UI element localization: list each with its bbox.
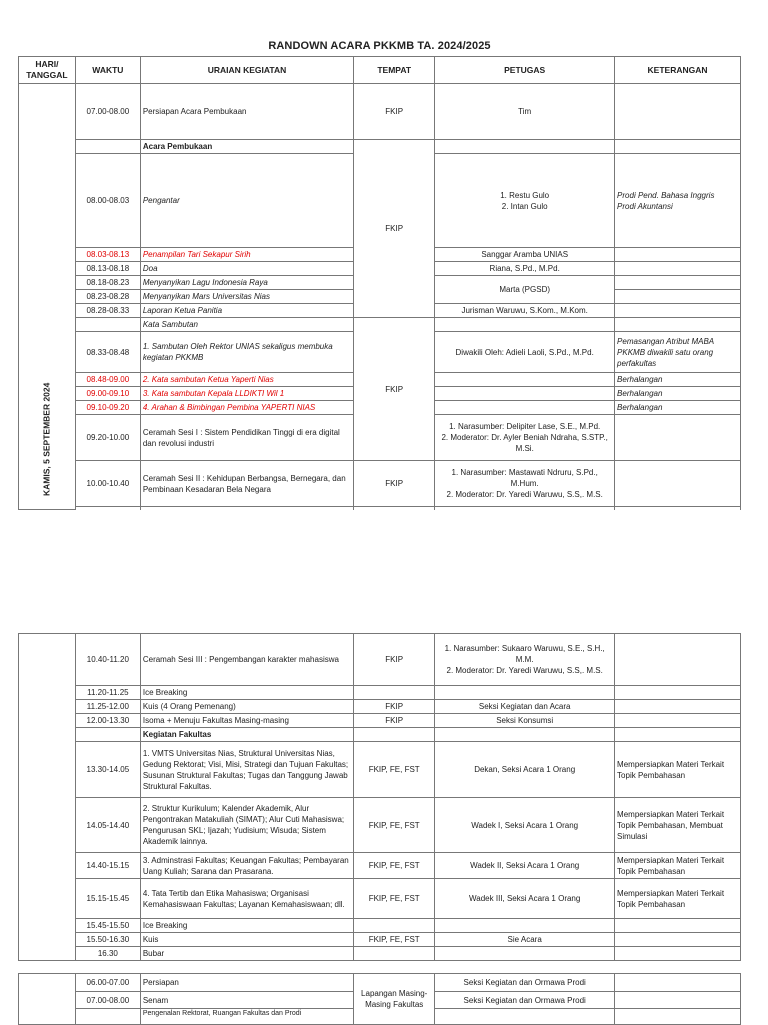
officer-line: 1. Narasumber: Mastawati Ndruru, S.Pd., M.Hum.	[451, 468, 598, 488]
header-time: WAKTU	[75, 57, 140, 84]
note-cell	[615, 304, 741, 318]
activity-cell: Ice Breaking	[140, 686, 353, 700]
note-cell: Mempersiapkan Materi Terkait Topik Pembahasan, Membuat Simulasi	[615, 798, 741, 853]
officer-cell	[435, 461, 615, 507]
officer-line: 1. Restu Gulo	[500, 190, 550, 200]
place-cell: FKIP	[354, 714, 435, 728]
officer-cell	[435, 415, 615, 461]
place-cell: Lapangan Masing-Masing Fakultas	[354, 974, 435, 1025]
note-cell: Berhalangan	[615, 373, 741, 387]
header-row	[19, 57, 741, 84]
officer-cell: Diwakili Oleh: Adieli Laoli, S.Pd., M.Pd.	[435, 332, 615, 373]
note-cell	[615, 318, 741, 332]
day-cell	[19, 974, 76, 1025]
note-cell	[615, 634, 741, 686]
officer-cell: Wadek I, Seksi Acara 1 Orang	[435, 798, 615, 853]
note-cell: Pemasangan Atribut MABA PKKMB diwakili satu orang perfakultas	[615, 332, 741, 373]
activity-cell: Senam	[140, 992, 353, 1009]
time-cell: 15.45-15.50	[75, 919, 140, 933]
header-note: KETERANGAN	[615, 57, 741, 84]
time-cell: 11.20-11.25	[75, 686, 140, 700]
time-cell: 08.48-09.00	[75, 373, 140, 387]
divider-row	[19, 961, 741, 974]
officer-cell	[435, 686, 615, 700]
header-day: HARI/ TANGGAL	[19, 57, 76, 84]
note-cell	[615, 919, 741, 933]
table-row	[19, 798, 741, 853]
activity-cell: Persiapan Acara Pembukaan	[140, 84, 353, 140]
time-cell: 13.30-14.05	[75, 742, 140, 798]
officer-cell: Dekan, Seksi Acara 1 Orang	[435, 742, 615, 798]
place-cell: FKIP, FE, FST	[354, 879, 435, 919]
note-cell	[615, 947, 741, 961]
activity-cell: Menyanyikan Mars Universitas Nias	[140, 290, 353, 304]
time-cell: 10.40-11.20	[75, 634, 140, 686]
note-cell	[615, 992, 741, 1009]
note-cell	[615, 714, 741, 728]
table-row	[19, 853, 741, 879]
note-cell	[615, 140, 741, 154]
officer-cell: Marta (PGSD)	[435, 276, 615, 304]
activity-cell: Isoma + Menuju Fakultas Masing-masing	[140, 714, 353, 728]
time-cell: 08.18-08.23	[75, 276, 140, 290]
officer-cell	[435, 154, 615, 248]
officer-cell: Sie Acara	[435, 933, 615, 947]
place-cell: FKIP, FE, FST	[354, 742, 435, 798]
officer-line: 1. Narasumber: Sukaaro Waruwu, S.E., S.H., M.M.	[444, 644, 605, 664]
activity-cell: Pengantar	[140, 154, 353, 248]
place-cell: FKIP	[354, 700, 435, 714]
time-cell: 08.03-08.13	[75, 248, 140, 262]
note-cell	[615, 461, 741, 507]
note-line: Prodi Akuntansi	[617, 201, 673, 211]
activity-cell: Menyanyikan Lagu Indonesia Raya	[140, 276, 353, 290]
officer-cell: Jurisman Waruwu, S.Kom., M.Kom.	[435, 304, 615, 318]
officer-line: 2. Moderator: Dr. Yaredi Waruwu, S.S,. M.S.	[446, 490, 603, 499]
document-title: RANDOWN ACARA PKKMB TA. 2024/2025	[268, 40, 491, 52]
place-cell	[354, 728, 435, 742]
table-row	[19, 728, 741, 742]
place-cell: FKIP, FE, FST	[354, 933, 435, 947]
table-row	[19, 507, 741, 510]
officer-cell	[435, 401, 615, 415]
schedule-table-page-2	[18, 633, 741, 1025]
note-cell	[615, 248, 741, 262]
table-row	[19, 700, 741, 714]
note-cell	[615, 686, 741, 700]
time-cell: 09.10-09.20	[75, 401, 140, 415]
officer-cell: Tim	[435, 84, 615, 140]
officer-cell: Riana, S.Pd., M.Pd.	[435, 262, 615, 276]
schedule-table-page-1	[18, 56, 741, 510]
place-cell: FKIP, FE, FST	[354, 853, 435, 879]
officer-cell	[435, 373, 615, 387]
table-row	[19, 879, 741, 919]
officer-cell	[435, 634, 615, 686]
activity-cell: Ceramah Sesi II : Kehidupan Berbangsa, Bernegara, dan Pembinaan Kesadaran Bela Negara	[140, 461, 353, 507]
activity-cell: Kuis	[140, 933, 353, 947]
time-cell: 10.00-10.40	[75, 461, 140, 507]
time-cell: 09.00-09.10	[75, 387, 140, 401]
officer-cell: Wadek III, Seksi Acara 1 Orang	[435, 879, 615, 919]
time-cell: 08.28-08.33	[75, 304, 140, 318]
note-cell: Mempersiapkan Materi Terkait Topik Pembahasan	[615, 853, 741, 879]
time-cell: 12.00-13.30	[75, 714, 140, 728]
table-row	[19, 974, 741, 992]
note-line: Prodi Pend. Bahasa Inggris	[617, 190, 715, 200]
note-cell	[615, 415, 741, 461]
activity-cell: 2. Kata sambutan Ketua Yaperti Nias	[140, 373, 353, 387]
time-cell: 08.23-08.28	[75, 290, 140, 304]
time-cell	[75, 140, 140, 154]
officer-cell	[435, 387, 615, 401]
place-cell: FKIP	[354, 140, 435, 318]
time-cell: 07.00-08.00	[75, 84, 140, 140]
place-cell: FKIP	[354, 461, 435, 507]
table-row	[19, 634, 741, 686]
time-cell: 09.20-10.00	[75, 415, 140, 461]
officer-cell: Wadek II, Seksi Acara 1 Orang	[435, 853, 615, 879]
note-cell	[615, 700, 741, 714]
time-cell: 08.13-08.18	[75, 262, 140, 276]
note-cell	[615, 728, 741, 742]
activity-cell: Doa	[140, 262, 353, 276]
table-row	[19, 318, 741, 332]
officer-cell: Sanggar Aramba UNIAS	[435, 248, 615, 262]
place-cell: FKIP	[354, 84, 435, 140]
note-cell: Mempersiapkan Materi Terkait Topik Pembahasan	[615, 879, 741, 919]
section-heading: Acara Pembukaan	[140, 140, 353, 154]
note-cell	[615, 276, 741, 290]
section-heading: Kata Sambutan	[140, 318, 353, 332]
table-row	[19, 140, 741, 154]
activity-cell: Laporan Ketua Panitia	[140, 304, 353, 318]
table-row	[19, 686, 741, 700]
place-cell	[354, 947, 435, 961]
officer-line: 1. Narasumber: Delipiter Lase, S.E., M.Pd.	[449, 422, 601, 431]
activity-cell: Ceramah Sesi III : Pengembangan karakter mahasiswa	[140, 634, 353, 686]
officer-line: 2. Intan Gulo	[501, 201, 548, 211]
note-cell: Berhalangan	[615, 387, 741, 401]
officer-line: 2. Moderator: Dr. Yaredi Waruwu, S.S,. M.S.	[446, 666, 603, 675]
activity-cell: Ice Breaking	[140, 919, 353, 933]
time-cell: 15.15-15.45	[75, 879, 140, 919]
note-cell	[615, 1009, 741, 1025]
time-cell: 08.33-08.48	[75, 332, 140, 373]
header-officer: PETUGAS	[435, 57, 615, 84]
day-label: KAMIS, 5 SEPTEMBER 2024	[41, 382, 52, 496]
place-cell: FKIP	[354, 318, 435, 461]
note-cell	[615, 262, 741, 276]
time-cell: 14.05-14.40	[75, 798, 140, 853]
table-row	[19, 919, 741, 933]
note-cell	[615, 84, 741, 140]
time-cell: 11.25-12.00	[75, 700, 140, 714]
place-cell: FKIP, FE, FST	[354, 798, 435, 853]
note-cell: Mempersiapkan Materi Terkait Topik Pembahasan	[615, 742, 741, 798]
place-cell	[354, 686, 435, 700]
note-cell: Berhalangan	[615, 401, 741, 415]
activity-cell: 4. Arahan & Bimbingan Pembina YAPERTI NIAS	[140, 401, 353, 415]
officer-cell	[435, 318, 615, 332]
time-cell: 07.00-08.00	[75, 992, 140, 1009]
table-row	[19, 84, 741, 140]
activity-cell: 2. Struktur Kurikulum; Kalender Akademik, Alur Pengontrakan Matakuliah (SIMAT); Alur Cuti Mahasiswa; Pengurusan SKL; Ijazah; Yudisium; Wisuda; Sistem Akademik lainnya.	[140, 798, 353, 853]
time-cell: 06.00-07.00	[75, 974, 140, 992]
note-cell	[615, 290, 741, 304]
officer-cell	[435, 728, 615, 742]
note-cell	[615, 933, 741, 947]
table-row	[19, 714, 741, 728]
activity-cell: Pengenalan Rektorat, Ruangan Fakultas dan Prodi	[140, 1009, 353, 1025]
table-row	[19, 461, 741, 507]
time-cell	[75, 1009, 140, 1025]
officer-cell	[435, 1009, 615, 1025]
activity-cell: 3. Adminstrasi Fakultas; Keuangan Fakultas; Pembayaran Uang Kuliah; Sarana dan Prasarana.	[140, 853, 353, 879]
table-row	[19, 742, 741, 798]
officer-cell: Seksi Kegiatan dan Acara	[435, 700, 615, 714]
officer-cell	[435, 947, 615, 961]
time-cell: 14.40-15.15	[75, 853, 140, 879]
time-cell: 08.00-08.03	[75, 154, 140, 248]
time-cell	[75, 318, 140, 332]
time-cell: 15.50-16.30	[75, 933, 140, 947]
officer-cell: Seksi Kegiatan dan Ormawa Prodi	[435, 992, 615, 1009]
activity-cell: 1. VMTS Universitas Nias, Struktural Universitas Nias, Gedung Rektorat; Visi, Misi, Strategi dan Tujuan Fakultas; Susunan Struktural Fakultas; Tugas dan Tanggung Jawab Struktural Fakultas.	[140, 742, 353, 798]
activity-cell: 3. Kata sambutan Kepala LLDIKTI Wil 1	[140, 387, 353, 401]
time-cell	[75, 728, 140, 742]
activity-cell: Kuis (4 Orang Pemenang)	[140, 700, 353, 714]
officer-cell: Seksi Konsumsi	[435, 714, 615, 728]
note-cell	[615, 974, 741, 992]
officer-line: 2. Moderator: Dr. Ayler Beniah Ndraha, S.STP., M.Si.	[441, 433, 608, 453]
place-cell	[354, 919, 435, 933]
officer-cell	[435, 140, 615, 154]
note-cell	[615, 154, 741, 248]
day-cell	[19, 84, 76, 510]
section-heading: Kegiatan Fakultas	[140, 728, 353, 742]
officer-cell: Seksi Kegiatan dan Ormawa Prodi	[435, 974, 615, 992]
activity-cell: 1. Sambutan Oleh Rektor UNIAS sekaligus membuka kegiatan PKKMB	[140, 332, 353, 373]
officer-cell	[435, 919, 615, 933]
header-place: TEMPAT	[354, 57, 435, 84]
table-row	[19, 947, 741, 961]
activity-cell: 4. Tata Tertib dan Etika Mahasiswa; Organisasi Kemahasiswaan Fakultas; Layanan Kemahasiswaan; dll.	[140, 879, 353, 919]
activity-cell: Bubar	[140, 947, 353, 961]
activity-cell: Ceramah Sesi I : Sistem Pendidikan Tinggi di era digital dan revolusi industri	[140, 415, 353, 461]
table-row	[19, 933, 741, 947]
header-activity: URAIAN KEGIATAN	[140, 57, 353, 84]
time-cell: 16.30	[75, 947, 140, 961]
activity-cell: Penampilan Tari Sekapur Sirih	[140, 248, 353, 262]
place-cell: FKIP	[354, 634, 435, 686]
activity-cell: Persiapan	[140, 974, 353, 992]
day-cell	[19, 634, 76, 961]
